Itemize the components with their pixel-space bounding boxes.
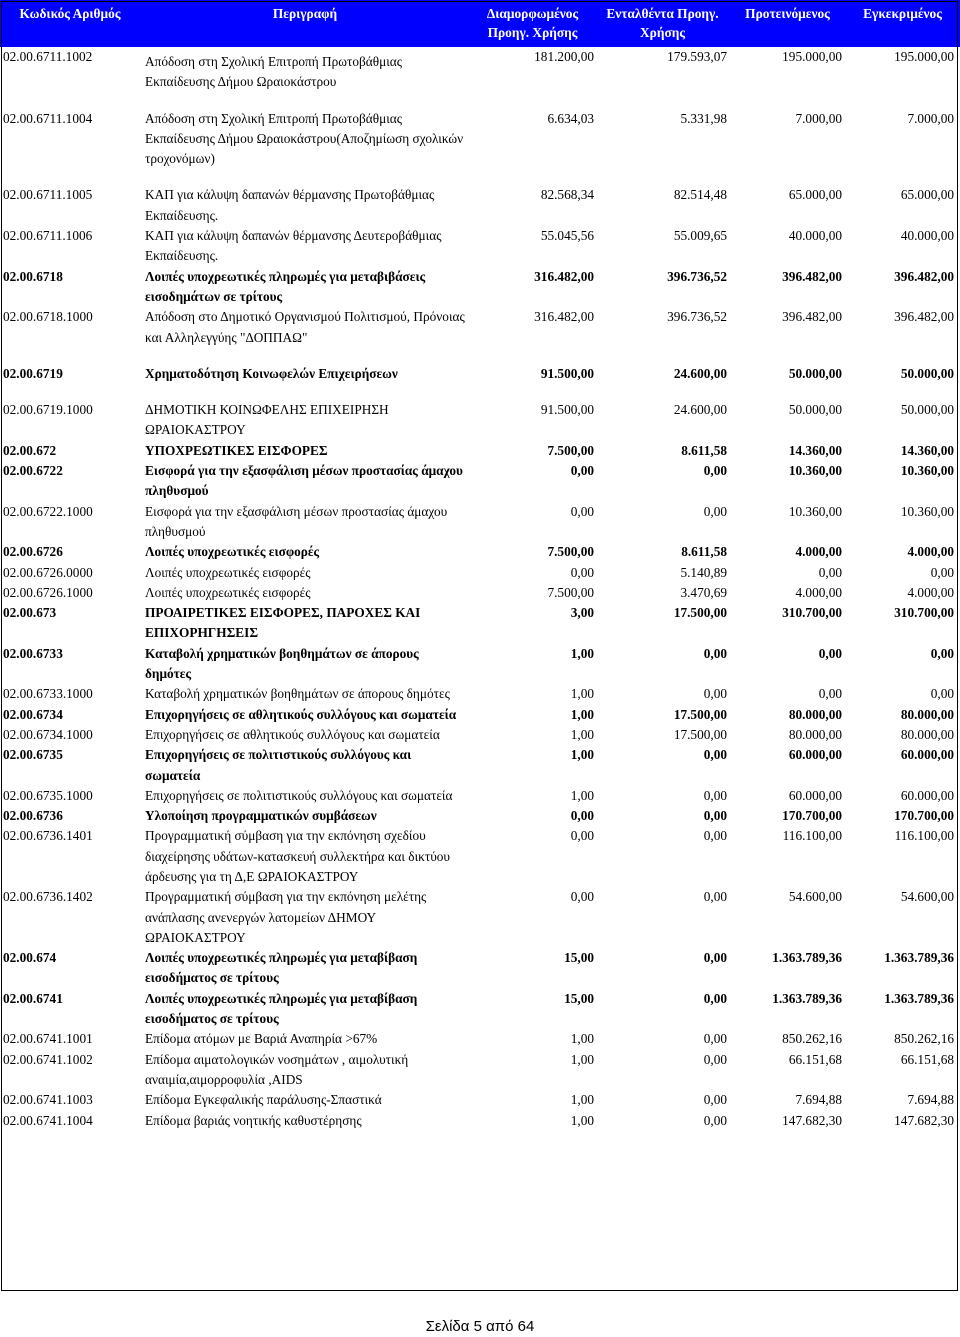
row-description: Επιχορηγήσεις σε πολιτιστικούς συλλόγους και σωματεία xyxy=(145,787,453,803)
row-value-1: 91.500,00 xyxy=(540,365,594,381)
row-code: 02.00.6735.1000 xyxy=(3,787,93,803)
table-row xyxy=(0,542,960,562)
table-row xyxy=(0,307,960,348)
row-description: ΔΗΜΟΤΙΚΗ ΚΟΙΝΩΦΕΛΗΣ ΕΠΙΧΕΙΡΗΣΗ ΩΡΑΙΟΚΑΣΤΡΟΥ xyxy=(145,402,389,438)
row-description: ΚΑΠ για κάλυψη δαπανών θέρμανσης Πρωτοβάθμιας Εκπαίδευσης. xyxy=(145,187,435,223)
row-description: Λοιπές υποχρεωτικές εισφορές xyxy=(145,584,311,600)
table-row xyxy=(0,1111,960,1131)
row-value-1: 1,00 xyxy=(570,1051,594,1067)
row-value-1: 1,00 xyxy=(570,1092,594,1108)
row-code: 02.00.6726 xyxy=(3,544,63,560)
row-value-2: 17.500,00 xyxy=(673,706,727,722)
row-code: 02.00.6741 xyxy=(3,990,63,1006)
row-value-2: 0,00 xyxy=(703,1092,727,1108)
row-value-2: 8.611,58 xyxy=(681,442,727,458)
table-row xyxy=(0,806,960,826)
row-value-3: 850.262,16 xyxy=(782,1031,842,1047)
row-value-4: 60.000,00 xyxy=(900,747,954,763)
row-value-3: 80.000,00 xyxy=(788,706,842,722)
row-value-3: 14.360,00 xyxy=(788,442,842,458)
row-value-4: 850.262,16 xyxy=(894,1031,954,1047)
row-value-4: 0,00 xyxy=(930,564,954,580)
row-value-4: 4.000,00 xyxy=(907,584,954,600)
row-value-1: 0,00 xyxy=(570,889,594,905)
row-value-2: 396.736,52 xyxy=(667,268,727,284)
row-code: 02.00.672 xyxy=(3,442,57,458)
row-value-1: 0,00 xyxy=(570,564,594,580)
row-description: Επιχορηγήσεις σε αθλητικούς συλλόγους και σωματεία xyxy=(145,726,440,742)
row-value-2: 0,00 xyxy=(703,889,727,905)
table-row xyxy=(0,226,960,267)
row-code: 02.00.6741.1004 xyxy=(3,1112,93,1128)
header-prev-committed: Ενταλθέντα Προηγ. Χρήσης xyxy=(606,6,719,40)
row-value-1: 316.482,00 xyxy=(534,309,594,325)
table-row xyxy=(0,364,960,384)
row-value-3: 170.700,00 xyxy=(782,808,842,824)
header-proposed: Προτεινόμενος xyxy=(745,6,830,21)
row-value-2: 0,00 xyxy=(703,503,727,519)
row-value-4: 147.682,30 xyxy=(894,1112,954,1128)
row-value-2: 8.611,58 xyxy=(681,544,727,560)
table-row xyxy=(0,441,960,461)
row-code: 02.00.6718.1000 xyxy=(3,309,93,325)
table-row xyxy=(0,948,960,989)
row-value-3: 310.700,00 xyxy=(782,605,842,621)
row-description: Προγραμματική σύμβαση για την εκπόνηση σχεδίου διαχείρησης υδάτων-κατασκευή συλλεκτήρα και δικτύου άρδευσης για τη Δ,Ε ΩΡΑΙΟΚΑΣΤΡΟΥ xyxy=(145,828,451,884)
row-description: Απόδοση στο Δημοτικό Οργανισμού Πολιτισμού, Πρόνοιας και Αλληλεγγύης "ΔΟΠΠΑΩ" xyxy=(145,309,465,345)
row-value-3: 1.363.789,36 xyxy=(772,990,842,1006)
table-row xyxy=(0,684,960,704)
row-value-2: 5.331,98 xyxy=(680,110,727,126)
row-value-1: 55.045,56 xyxy=(540,228,594,244)
table-header xyxy=(0,0,960,47)
row-description: Επίδομα βαριάς νοητικής καθυστέρησης xyxy=(145,1112,362,1128)
row-value-3: 147.682,30 xyxy=(782,1112,842,1128)
row-value-3: 396.482,00 xyxy=(782,268,842,284)
row-value-2: 82.514,48 xyxy=(673,187,727,203)
row-value-3: 50.000,00 xyxy=(788,402,842,418)
row-value-4: 80.000,00 xyxy=(900,726,954,742)
header-approved: Εγκεκριμένος xyxy=(863,6,942,21)
row-code: 02.00.6711.1006 xyxy=(3,228,93,244)
row-value-4: 170.700,00 xyxy=(894,808,954,824)
row-value-3: 65.000,00 xyxy=(788,187,842,203)
row-value-3: 4.000,00 xyxy=(795,584,842,600)
row-value-2: 0,00 xyxy=(703,808,727,824)
row-value-2: 0,00 xyxy=(703,828,727,844)
table-row xyxy=(0,786,960,806)
row-value-3: 66.151,68 xyxy=(788,1051,842,1067)
row-code: 02.00.673 xyxy=(3,605,57,621)
row-value-2: 0,00 xyxy=(703,1031,727,1047)
row-value-1: 316.482,00 xyxy=(534,268,594,284)
row-code: 02.00.6734.1000 xyxy=(3,726,93,742)
row-value-2: 0,00 xyxy=(703,787,727,803)
row-code: 02.00.6726.0000 xyxy=(3,564,93,580)
row-description: Λοιπές υποχρεωτικές πληρωμές για μεταβιβάσεις εισοδημάτων σε τρίτους xyxy=(145,268,426,304)
row-value-2: 0,00 xyxy=(703,747,727,763)
table-row xyxy=(0,583,960,603)
table-row xyxy=(0,644,960,685)
row-description: Λοιπές υποχρεωτικές πληρωμές για μεταβίβαση εισοδήματος σε τρίτους xyxy=(145,990,418,1027)
row-value-4: 1.363.789,36 xyxy=(884,950,954,966)
row-code: 02.00.6711.1005 xyxy=(3,187,93,203)
row-code: 02.00.6719 xyxy=(3,365,63,381)
row-value-4: 10.360,00 xyxy=(900,503,954,519)
table-row xyxy=(0,1090,960,1110)
row-value-1: 3,00 xyxy=(570,605,594,621)
row-code: 02.00.6726.1000 xyxy=(3,584,93,600)
row-value-1: 1,00 xyxy=(570,1031,594,1047)
row-value-4: 4.000,00 xyxy=(907,544,954,560)
table-row xyxy=(0,185,960,226)
row-value-1: 0,00 xyxy=(570,463,594,479)
row-value-1: 1,00 xyxy=(570,686,594,702)
row-code: 02.00.6719.1000 xyxy=(3,402,93,418)
row-value-2: 3.470,69 xyxy=(680,584,727,600)
row-value-1: 1,00 xyxy=(570,747,594,763)
row-value-3: 195.000,00 xyxy=(782,49,842,64)
page-number: Σελίδα 5 από 64 xyxy=(425,1318,535,1335)
table-row xyxy=(0,887,960,948)
row-value-1: 15,00 xyxy=(564,990,594,1006)
table-row xyxy=(0,725,960,745)
row-code: 02.00.6736.1401 xyxy=(3,828,93,844)
row-value-4: 66.151,68 xyxy=(900,1051,954,1067)
row-code: 02.00.674 xyxy=(3,950,57,966)
row-value-1: 91.500,00 xyxy=(540,402,594,418)
row-value-4: 0,00 xyxy=(930,686,954,702)
row-value-4: 50.000,00 xyxy=(900,402,954,418)
table-row xyxy=(0,1029,960,1049)
row-value-3: 1.363.789,36 xyxy=(772,950,842,966)
row-value-2: 5.140,89 xyxy=(680,564,727,580)
row-description: Καταβολή χρηματικών βοηθημάτων σε άπορους δημότες xyxy=(145,686,450,702)
row-value-3: 0,00 xyxy=(818,686,842,702)
row-value-3: 396.482,00 xyxy=(782,309,842,325)
row-value-3: 10.360,00 xyxy=(788,463,842,479)
table-row xyxy=(0,461,960,502)
row-value-2: 24.600,00 xyxy=(673,365,727,381)
row-value-3: 54.600,00 xyxy=(788,889,842,905)
row-value-2: 0,00 xyxy=(703,686,727,702)
row-value-3: 7.694,88 xyxy=(795,1092,842,1108)
row-description: Επίδομα ατόμων με Βαριά Αναπηρία >67% xyxy=(145,1031,378,1047)
row-value-4: 54.600,00 xyxy=(900,889,954,905)
row-value-2: 0,00 xyxy=(703,645,727,661)
table-row xyxy=(0,705,960,725)
row-description: Λοιπές υποχρεωτικές πληρωμές για μεταβίβαση εισοδήματος σε τρίτους xyxy=(145,950,418,986)
row-value-1: 1,00 xyxy=(570,706,594,722)
row-code: 02.00.6741.1003 xyxy=(3,1092,93,1108)
row-value-3: 80.000,00 xyxy=(788,726,842,742)
row-description: ΥΠΟΧΡΕΩΤΙΚΕΣ ΕΙΣΦΟΡΕΣ xyxy=(145,442,328,458)
table-row xyxy=(0,267,960,308)
row-value-1: 7.500,00 xyxy=(547,584,594,600)
row-value-3: 0,00 xyxy=(818,564,842,580)
row-code: 02.00.6733.1000 xyxy=(3,686,93,702)
row-description: Χρηματοδότηση Κοινωφελών Επιχειρήσεων xyxy=(145,365,398,381)
row-value-2: 55.009,65 xyxy=(673,228,727,244)
row-value-1: 1,00 xyxy=(570,726,594,742)
row-value-3: 7.000,00 xyxy=(795,110,842,126)
table-row xyxy=(0,826,960,887)
row-description: Λοιπές υποχρεωτικές εισφορές xyxy=(145,544,320,560)
row-code: 02.00.6736 xyxy=(3,808,63,824)
row-value-2: 179.593,07 xyxy=(667,49,727,64)
row-value-2: 24.600,00 xyxy=(673,402,727,418)
row-value-1: 6.634,03 xyxy=(547,110,594,126)
row-value-4: 65.000,00 xyxy=(900,187,954,203)
row-description: Προγραμματική σύμβαση για την εκπόνηση μελέτης ανάπλασης ανενεργών λατομείων ΔΗΜΟΥ ΩΡΑΙΟΚΑΣΤΡΟΥ xyxy=(145,889,427,945)
row-value-3: 40.000,00 xyxy=(788,228,842,244)
row-description: Επίδομα Εγκεφαλικής παράλυσης-Σπαστικά xyxy=(145,1092,382,1108)
row-value-4: 195.000,00 xyxy=(894,49,954,64)
row-value-1: 7.500,00 xyxy=(547,442,594,458)
row-value-4: 310.700,00 xyxy=(894,605,954,621)
row-description: Απόδοση στη Σχολική Επιτροπή Πρωτοβάθμιας Εκπαίδευσης Δήμου Ωραιοκάστρου xyxy=(145,54,403,90)
table-row xyxy=(0,109,960,170)
row-value-3: 4.000,00 xyxy=(795,544,842,560)
row-value-1: 1,00 xyxy=(570,1112,594,1128)
row-code: 02.00.6741.1001 xyxy=(3,1031,93,1047)
row-value-1: 15,00 xyxy=(564,950,594,966)
row-value-4: 396.482,00 xyxy=(894,268,954,284)
header-description: Περιγραφή xyxy=(272,6,338,21)
row-value-1: 1,00 xyxy=(570,645,594,661)
row-description: Εισφορά για την εξασφάλιση μέσων προστασίας άμαχου πληθυσμού xyxy=(145,503,448,539)
row-description: Επιχορηγήσεις σε αθλητικούς συλλόγους και σωματεία xyxy=(145,706,457,722)
row-value-3: 0,00 xyxy=(818,645,842,661)
row-description: Υλοποίηση προγραμματικών συμβάσεων xyxy=(145,808,377,824)
row-value-1: 1,00 xyxy=(570,787,594,803)
row-value-4: 60.000,00 xyxy=(900,787,954,803)
row-value-4: 80.000,00 xyxy=(900,706,954,722)
row-value-4: 396.482,00 xyxy=(894,309,954,325)
row-value-2: 17.500,00 xyxy=(673,605,727,621)
header-code: Κωδικός Αριθμός xyxy=(19,6,121,21)
row-code: 02.00.6734 xyxy=(3,706,63,722)
row-value-4: 116.100,00 xyxy=(894,828,954,844)
table-row xyxy=(0,47,960,93)
row-value-3: 10.360,00 xyxy=(788,503,842,519)
row-value-2: 0,00 xyxy=(703,1112,727,1128)
table-row xyxy=(0,563,960,583)
row-description: Απόδοση στη Σχολική Επιτροπή Πρωτοβάθμιας Εκπαίδευσης Δήμου Ωραιοκάστρου(Αποζημίωση σχολικών τροχονόμων) xyxy=(145,110,464,167)
budget-table xyxy=(0,47,960,1131)
row-description: Εισφορά για την εξασφάλιση μέσων προστασίας άμαχου πληθυσμού xyxy=(145,463,463,499)
row-value-3: 50.000,00 xyxy=(788,365,842,381)
row-value-1: 82.568,34 xyxy=(540,187,594,203)
header-prev-budget: Διαμορφωμένος Προηγ. Χρήσης xyxy=(486,6,579,40)
row-value-1: 181.200,00 xyxy=(534,49,594,64)
row-value-4: 50.000,00 xyxy=(900,365,954,381)
row-code: 02.00.6735 xyxy=(3,747,63,763)
row-value-1: 0,00 xyxy=(570,503,594,519)
table-row xyxy=(0,603,960,644)
row-value-3: 116.100,00 xyxy=(782,828,842,844)
row-value-4: 0,00 xyxy=(930,645,954,661)
row-code: 02.00.6736.1402 xyxy=(3,889,93,905)
row-description: Επιχορηγήσεις σε πολιτιστικούς συλλόγους και σωματεία xyxy=(145,747,412,783)
row-value-1: 0,00 xyxy=(570,828,594,844)
row-value-4: 10.360,00 xyxy=(900,463,954,479)
row-value-3: 60.000,00 xyxy=(788,787,842,803)
row-value-2: 396.736,52 xyxy=(667,309,727,325)
row-code: 02.00.6722.1000 xyxy=(3,503,93,519)
row-description: Επίδομα αιματολογικών νοσημάτων , αιμολυτική αναιμία,αιμορροφυλία ,AIDS xyxy=(145,1051,409,1087)
row-value-4: 40.000,00 xyxy=(900,228,954,244)
row-value-2: 0,00 xyxy=(703,950,727,966)
row-value-2: 0,00 xyxy=(703,463,727,479)
row-value-3: 60.000,00 xyxy=(788,747,842,763)
table-row xyxy=(0,1050,960,1091)
row-description: ΚΑΠ για κάλυψη δαπανών θέρμανσης Δευτεροβάθμιας Εκπαίδευσης. xyxy=(145,228,442,264)
row-code: 02.00.6722 xyxy=(3,463,63,479)
row-description: Καταβολή χρηματικών βοηθημάτων σε άπορους δημότες xyxy=(145,645,419,682)
row-value-4: 7.694,88 xyxy=(907,1092,954,1108)
row-value-4: 7.000,00 xyxy=(907,110,954,126)
row-value-4: 1.363.789,36 xyxy=(884,990,954,1006)
row-value-1: 0,00 xyxy=(570,808,594,824)
table-row xyxy=(0,400,960,441)
table-row xyxy=(0,745,960,786)
table-row xyxy=(0,502,960,543)
row-code: 02.00.6711.1002 xyxy=(3,49,93,64)
row-code: 02.00.6718 xyxy=(3,268,63,284)
table-row xyxy=(0,989,960,1030)
row-code: 02.00.6741.1002 xyxy=(3,1051,93,1067)
row-value-2: 17.500,00 xyxy=(673,726,727,742)
row-value-4: 14.360,00 xyxy=(900,442,954,458)
row-value-2: 0,00 xyxy=(703,990,727,1006)
row-description: Λοιπές υποχρεωτικές εισφορές xyxy=(145,564,311,580)
row-value-1: 7.500,00 xyxy=(547,544,594,560)
row-value-2: 0,00 xyxy=(703,1051,727,1067)
row-code: 02.00.6733 xyxy=(3,645,63,661)
row-code: 02.00.6711.1004 xyxy=(3,110,93,126)
row-description: ΠΡΟΑΙΡΕΤΙΚΕΣ ΕΙΣΦΟΡΕΣ, ΠΑΡΟΧΕΣ ΚΑΙ ΕΠΙΧΟΡΗΓΗΣΕΙΣ xyxy=(145,605,421,641)
